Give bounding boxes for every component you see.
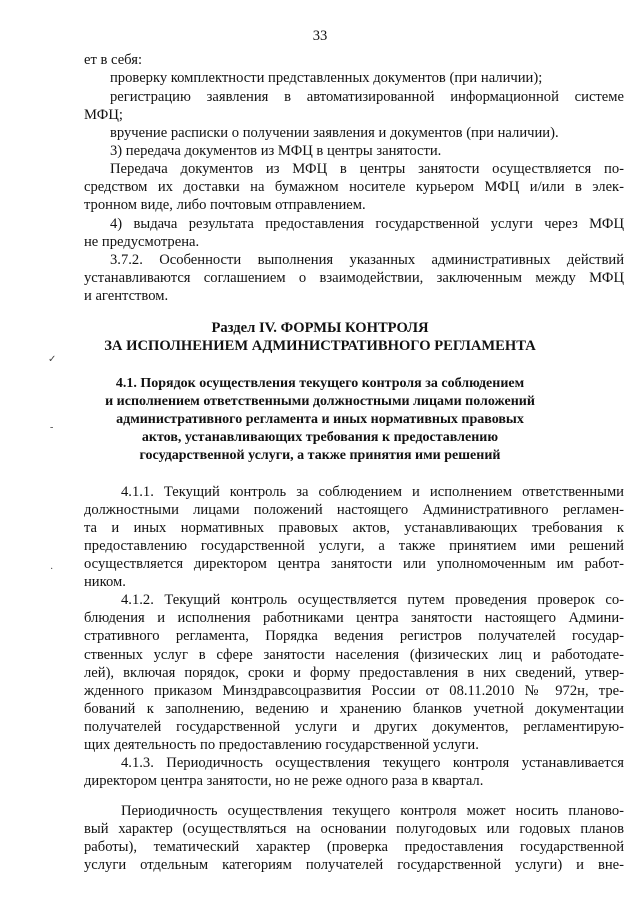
body-line: ственных услуг в сфере занятости населения (физических лиц и работодате-: [84, 647, 624, 663]
body-line: жденного приказом Минздравсоцразвития России от 08.11.2010 № 972н, тре-: [84, 683, 624, 699]
body-line: блюдения и исполнения работниками центра занятости настоящего Админи-: [84, 610, 624, 626]
body-line: Периодичность осуществления текущего контроля может носить планово-: [121, 803, 624, 819]
body-line: бований к заполнению, ведению и хранению бланков учетной документации: [84, 701, 624, 717]
subsection-title: 4.1. Порядок осуществления текущего контроля за соблюдением: [115, 376, 525, 391]
paragraph-line: средством их доставки на бумажном носителе курьером МФЦ и/или в элек-: [84, 179, 624, 195]
paragraph-line: 3.7.2. Особенности выполнения указанных административных действий: [110, 252, 624, 268]
body-line: та и иных нормативных правовых актов, устанавливающих требования к: [84, 520, 624, 536]
scan-mark: ✓: [48, 354, 57, 365]
paragraph-line: устанавливаются соглашением о взаимодействии, заключенным между МФЦ: [84, 270, 624, 286]
subsection-title: административного регламента и иных нормативных правовых: [116, 412, 524, 427]
section-title: Раздел IV. ФОРМЫ КОНТРОЛЯ: [211, 320, 429, 336]
body-line: директором центра занятости, но не реже одного раза в квартал.: [84, 773, 484, 789]
body-line: 4.1.2. Текущий контроль осуществляется путем проведения проверок со-: [121, 592, 624, 608]
paragraph-line: Передача документов из МФЦ в центры занятости осуществляется по-: [110, 161, 624, 177]
body-line: работы), тематический характер (проверка предоставления государственной: [84, 839, 624, 855]
body-line: стративного регламента, Порядка ведения регистров получателей государ-: [84, 628, 624, 644]
body-line: получателей государственной услуги и других документов, регламентирую-: [84, 719, 624, 735]
paragraph-line: и агентством.: [84, 288, 169, 304]
body-line: 4.1.1. Текущий контроль за соблюдением и исполнением ответственными: [121, 484, 624, 500]
paragraph-line: МФЦ;: [84, 107, 123, 123]
body-line: осуществляется директором центра занятости или уполномоченным им работ-: [84, 556, 624, 572]
body-line: предоставлению государственной услуги, а также принятием ими решений: [84, 538, 624, 554]
body-line: вый характер (осуществляться на основании полугодовых или годовых планов: [84, 821, 624, 837]
body-line: должностными лицами положений настоящего Административного регламен-: [84, 502, 624, 518]
section-title: ЗА ИСПОЛНЕНИЕМ АДМИНИСТРАТИВНОГО РЕГЛАМЕНТА: [104, 338, 536, 354]
paragraph-line: вручение расписки о получении заявления и документов (при наличии).: [110, 125, 559, 141]
subsection-title: и исполнением ответственными должностными лицами положений: [105, 394, 535, 409]
page-number: 33: [312, 28, 328, 44]
body-line: лей), включая порядок, сроки и форму предоставления в них сведений, утвер-: [84, 665, 624, 681]
paragraph-line: тронном виде, либо почтовым отправлением.: [84, 197, 366, 213]
scan-mark: ·: [50, 564, 54, 575]
paragraph-line: 4) выдача результата предоставления государственной услуги через МФЦ: [110, 216, 624, 232]
body-line: 4.1.3. Периодичность осуществления текущего контроля устанавливается: [121, 755, 624, 771]
subsection-title: государственной услуги, а также принятия ими решений: [139, 448, 501, 463]
scan-mark: -: [50, 422, 54, 433]
paragraph-line: регистрацию заявления в автоматизированной информационной системе: [110, 89, 624, 105]
paragraph-line: проверку комплектности представленных документов (при наличии);: [110, 70, 543, 86]
body-line: ником.: [84, 574, 126, 590]
paragraph-line: не предусмотрена.: [84, 234, 200, 250]
body-line: щих деятельность по предоставлению государственной услуги.: [84, 737, 479, 753]
paragraph-line: 3) передача документов из МФЦ в центры занятости.: [110, 143, 442, 159]
body-line: услуги отдельным категориям получателей государственной услуги) и вне-: [84, 857, 624, 873]
subsection-title: актов, устанавливающих требования к предоставлению: [141, 430, 499, 445]
paragraph-line: ет в себя:: [84, 52, 143, 68]
